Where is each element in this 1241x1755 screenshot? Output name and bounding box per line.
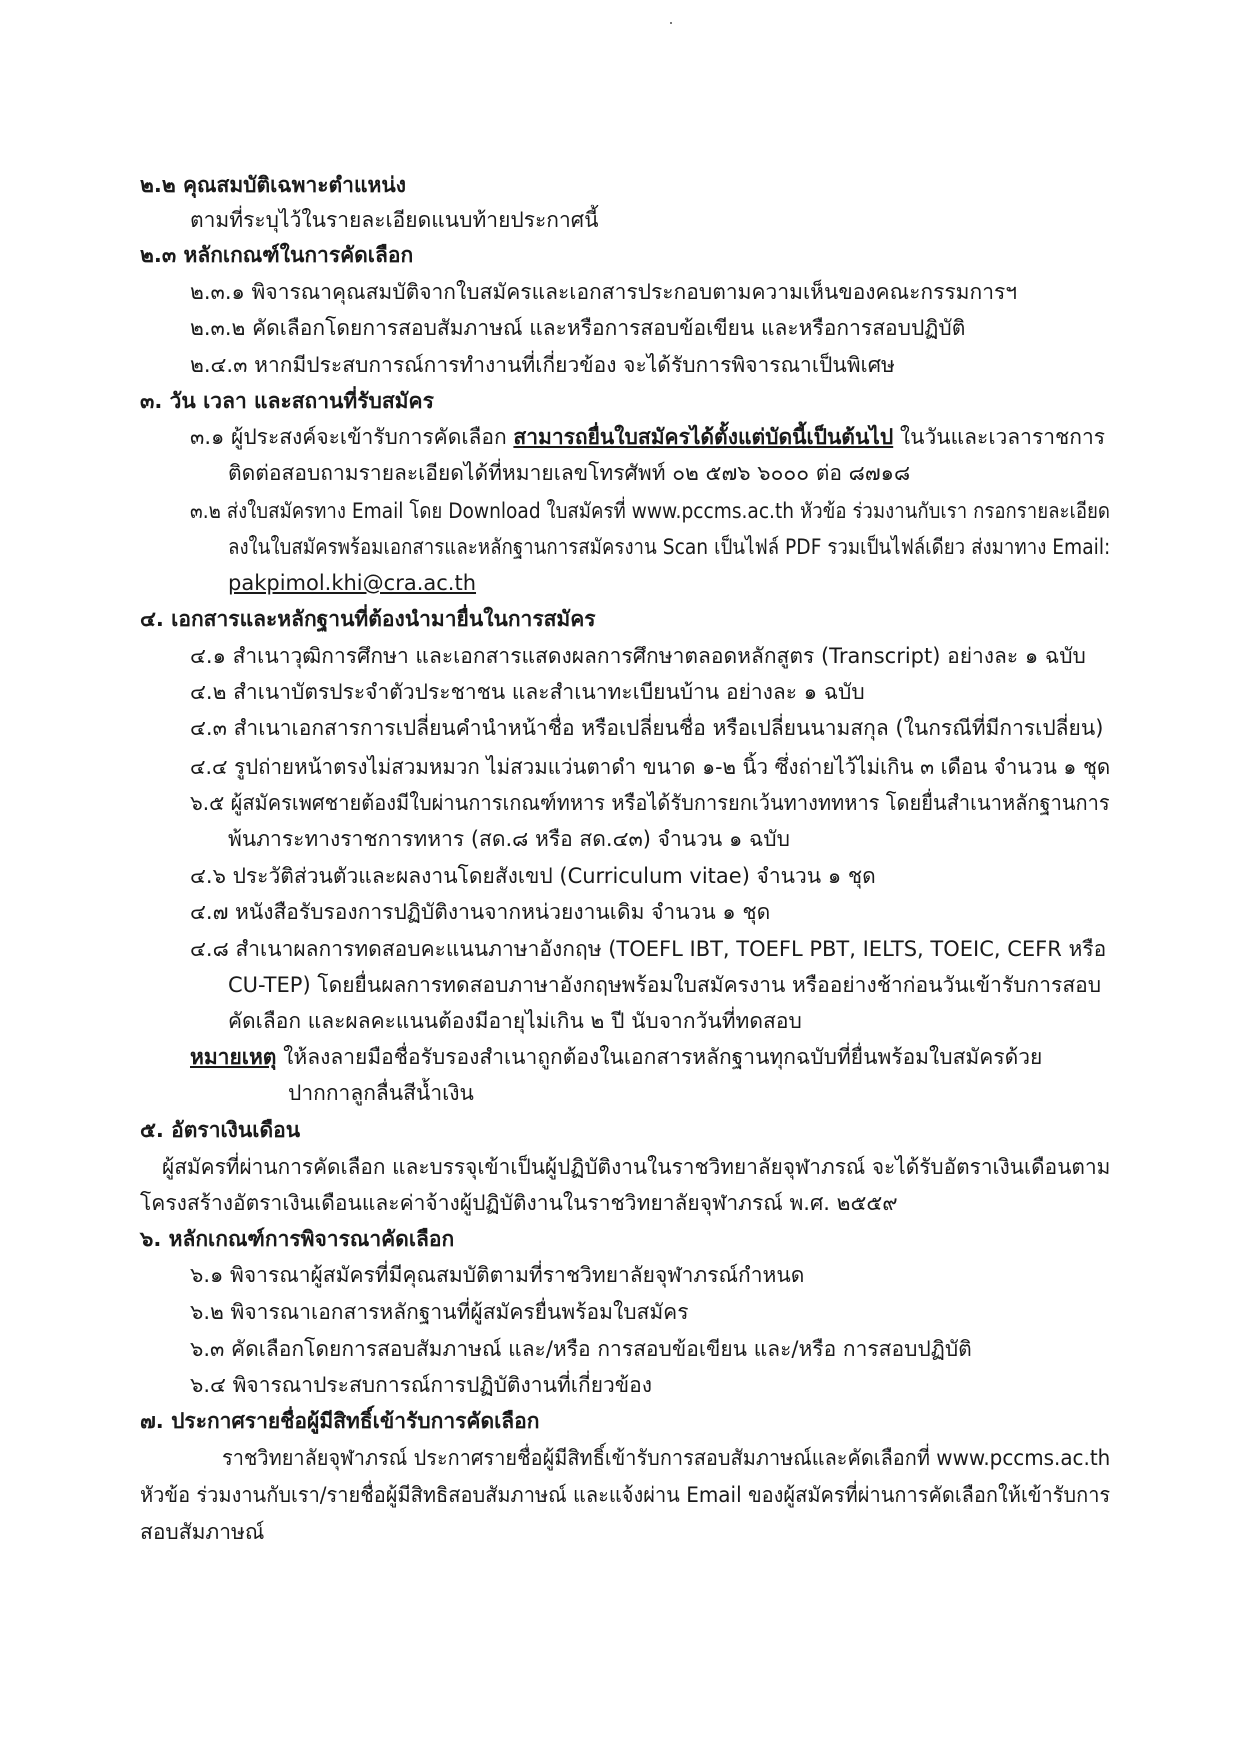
section-5-heading: ๕. อัตราเงินเดือน: [140, 1118, 301, 1142]
section-4-item-7: ๔.๗ หนังสือรับรองการปฏิบัติงานจากหน่วยงานเดิม จำนวน ๑ ชุด: [190, 900, 771, 924]
section-6-item-3: ๖.๓ คัดเลือกโดยการสอบสัมภาษณ์ และ/หรือ การสอบข้อเขียน และ/หรือ การสอบปฏิบัติ: [190, 1337, 972, 1361]
section-4-item-8-line-1: ๔.๘ สำเนาผลการทดสอบคะแนนภาษาอังกฤษ (TOEFL IBT, TOEFL PBT, IELTS, TOEIC, CEFR หรือ: [190, 937, 1107, 961]
section-7-line-3: สอบสัมภาษณ์: [140, 1520, 265, 1544]
section-4-item-1: ๔.๑ สำเนาวุฒิการศึกษา และเอกสารแสดงผลการศึกษาตลอดหลักสูตร (Transcript) อย่างละ ๑ ฉบับ: [190, 644, 1086, 668]
section-5-line-2: โครงสร้างอัตราเงินเดือนและค่าจ้างผู้ปฏิบัติงานในราชวิทยาลัยจุฬาภรณ์ พ.ศ. ๒๕๕๙: [140, 1191, 898, 1215]
scan-speck: [670, 22, 672, 24]
section-3-item-1-suffix: ในวันและเวลาราชการ: [893, 425, 1106, 449]
section-4-item-4: ๔.๔ รูปถ่ายหน้าตรงไม่สวมหมวก ไม่สวมแว่นตาดำ ขนาด ๑-๒ นิ้ว ซึ่งถ่ายไว้ไม่เกิน ๓ เดือน จำนวน ๑ ชุด: [190, 755, 1111, 779]
note-label: หมายเหตุ: [190, 1045, 277, 1069]
section-4-note-line-2: ปากกาลูกลื่นสีน้ำเงิน: [288, 1081, 474, 1105]
section-4-item-5-line-2: พ้นภาระทางราชการทหาร (สด.๘ หรือ สด.๔๓) จำนวน ๑ ฉบับ: [228, 827, 790, 851]
section-3-item-1-line-2: ติดต่อสอบถามรายละเอียดได้ที่หมายเลขโทรศัพท์ ๐๒ ๕๗๖ ๖๐๐๐ ต่อ ๘๗๑๘: [228, 461, 911, 485]
section-6-item-4: ๖.๔ พิจารณาประสบการณ์การปฏิบัติงานที่เกี่ยวข้อง: [190, 1373, 653, 1397]
section-3-item-2-line-2: ลงในใบสมัครพร้อมเอกสารและหลักฐานการสมัครงาน Scan เป็นไฟล์ PDF รวมเป็นไฟล์เดียว ส่งมาทาง Email:: [228, 535, 1111, 559]
section-3-item-2-line-1: ๓.๒ ส่งใบสมัครทาง Email โดย Download ใบสมัครที่ www.pccms.ac.th หัวข้อ ร่วมงานกับเรา กรอกรายละเอียด: [190, 499, 1111, 523]
section-2-3-heading: ๒.๓ หลักเกณฑ์ในการคัดเลือก: [140, 243, 414, 267]
section-4-note-line-1: [190, 1042, 1042, 1072]
contact-email-link[interactable]: pakpimol.khi@cra.ac.th: [228, 571, 477, 595]
section-7-line-1: ราชวิทยาลัยจุฬาภรณ์ ประกาศรายชื่อผู้มีสิทธิ์เข้ารับการสอบสัมภาษณ์และคัดเลือกที่ www.pccms.ac.th: [222, 1446, 1111, 1470]
section-7-line-2: หัวข้อ ร่วมงานกับเรา/รายชื่อผู้มีสิทธิสอบสัมภาษณ์ และแจ้งผ่าน Email ของผู้สมัครที่ผ่านการคัดเลือกให้เข้ารับการ: [140, 1483, 1111, 1507]
section-6-item-1: ๖.๑ พิจารณาผู้สมัครที่มีคุณสมบัติตามที่ราชวิทยาลัยจุฬาภรณ์กำหนด: [190, 1263, 805, 1287]
section-2-3-item-1: ๒.๓.๑ พิจารณาคุณสมบัติจากใบสมัครและเอกสารประกอบตามความเห็นของคณะกรรมการฯ: [190, 280, 1018, 304]
section-7-heading: ๗. ประกาศรายชื่อผู้มีสิทธิ์เข้ารับการคัดเลือก: [140, 1409, 540, 1433]
note-text: ให้ลงลายมือชื่อรับรองสำเนาถูกต้องในเอกสารหลักฐานทุกฉบับที่ยื่นพร้อมใบสมัครด้วย: [276, 1045, 1043, 1069]
section-3-item-1-prefix: ๓.๑ ผู้ประสงค์จะเข้ารับการคัดเลือก: [190, 425, 514, 449]
section-4-item-8-line-2: CU-TEP) โดยยื่นผลการทดสอบภาษาอังกฤษพร้อมใบสมัครงาน หรืออย่างช้าก่อนวันเข้ารับการสอบ: [228, 973, 1102, 997]
section-4-heading: ๔. เอกสารและหลักฐานที่ต้องนำมายื่นในการสมัคร: [140, 607, 596, 631]
section-5-line-1: ผู้สมัครที่ผ่านการคัดเลือก และบรรจุเข้าเป็นผู้ปฏิบัติงานในราชวิทยาลัยจุฬาภรณ์ จะได้รับอัตราเงินเดือนตาม: [162, 1155, 1111, 1179]
section-2-3-item-3: ๒.๔.๓ หากมีประสบการณ์การทำงานที่เกี่ยวข้อง จะได้รับการพิจารณาเป็นพิเศษ: [190, 353, 895, 377]
section-3-heading: ๓. วัน เวลา และสถานที่รับสมัคร: [140, 389, 434, 413]
section-2-2-heading: ๒.๒ คุณสมบัติเฉพาะตำแหน่ง: [140, 173, 406, 197]
section-6-heading: ๖. หลักเกณฑ์การพิจารณาคัดเลือก: [140, 1227, 455, 1251]
section-3-item-1-emphasis: สามารถยื่นใบสมัครได้ตั้งแต่บัดนี้เป็นต้นไป: [513, 425, 894, 449]
section-4-item-8-line-3: คัดเลือก และผลคะแนนต้องมีอายุไม่เกิน ๒ ปี นับจากวันที่ทดสอบ: [228, 1009, 802, 1033]
section-4-item-5-line-1: ๖.๕ ผู้สมัครเพศชายต้องมีใบผ่านการเกณฑ์ทหาร หรือได้รับการยกเว้นทางททหาร โดยยื่นสำเนาหลักฐานการ: [190, 791, 1110, 815]
section-4-item-2: ๔.๒ สำเนาบัตรประจำตัวประชาชน และสำเนาทะเบียนบ้าน อย่างละ ๑ ฉบับ: [190, 680, 865, 704]
section-3-item-1-line-1: [190, 422, 1105, 452]
section-2-3-item-2: ๒.๓.๒ คัดเลือกโดยการสอบสัมภาษณ์ และหรือการสอบข้อเขียน และหรือการสอบปฏิบัติ: [190, 316, 966, 340]
section-2-2-text: ตามที่ระบุไว้ในรายละเอียดแนบท้ายประกาศนี้: [190, 208, 599, 232]
section-4-item-3: ๔.๓ สำเนาเอกสารการเปลี่ยนคำนำหน้าชื่อ หรือเปลี่ยนชื่อ หรือเปลี่ยนนามสกุล (ในกรณีที่มีการเปลี่ยน): [190, 716, 1104, 740]
section-4-item-6: ๔.๖ ประวัติส่วนตัวและผลงานโดยสังเขป (Curriculum vitae) จำนวน ๑ ชุด: [190, 864, 876, 888]
section-6-item-2: ๖.๒ พิจารณาเอกสารหลักฐานที่ผู้สมัครยื่นพร้อมใบสมัคร: [190, 1300, 689, 1324]
